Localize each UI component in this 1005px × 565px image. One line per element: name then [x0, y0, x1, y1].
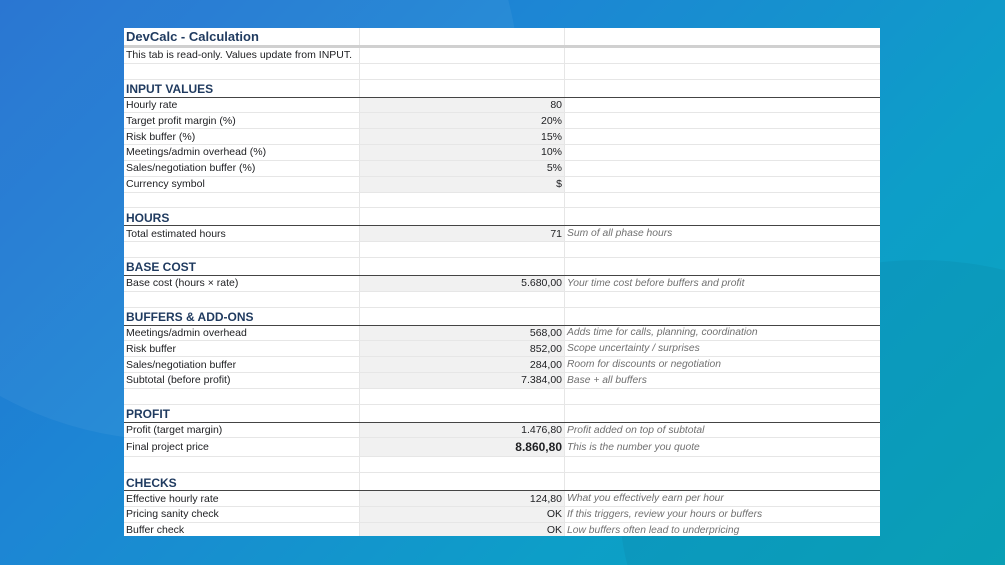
- table-row-final-price: [124, 438, 880, 457]
- table-row: [124, 161, 880, 177]
- sheet-title[interactable]: DevCalc - Calculation: [124, 28, 360, 45]
- row-label[interactable]: Risk buffer (%): [124, 129, 360, 144]
- section-header-checks: [124, 473, 880, 491]
- row-note[interactable]: If this triggers, review your hours or buffers: [567, 508, 763, 520]
- row-note[interactable]: Profit added on top of subtotal: [567, 424, 705, 436]
- section-title[interactable]: HOURS: [124, 208, 360, 225]
- table-row: [124, 177, 880, 193]
- row-value[interactable]: 10%: [360, 145, 565, 160]
- table-row: [124, 276, 880, 292]
- section-header-profit: [124, 405, 880, 423]
- row-label[interactable]: Meetings/admin overhead: [124, 326, 360, 341]
- row-label[interactable]: Effective hourly rate: [124, 491, 360, 506]
- table-row: [124, 145, 880, 161]
- table-row: [124, 491, 880, 507]
- row-note[interactable]: Room for discounts or negotiation: [567, 359, 721, 371]
- row-value[interactable]: 71: [360, 226, 565, 241]
- row-value[interactable]: $: [360, 177, 565, 192]
- blank-row: [124, 292, 880, 308]
- spreadsheet-calculation-tab: [124, 28, 880, 536]
- row-label[interactable]: Sales/negotiation buffer (%): [124, 161, 360, 176]
- row-label[interactable]: Final project price: [124, 438, 360, 456]
- title-row: [124, 28, 880, 48]
- table-row: [124, 226, 880, 242]
- row-note[interactable]: Your time cost before buffers and profit: [567, 277, 745, 289]
- row-value[interactable]: 5.680,00: [360, 276, 565, 291]
- final-price-value[interactable]: 8.860,80: [360, 438, 565, 456]
- row-note[interactable]: Scope uncertainty / surprises: [567, 343, 700, 355]
- row-value[interactable]: OK: [360, 523, 565, 536]
- section-title[interactable]: PROFIT: [124, 405, 360, 422]
- table-row: [124, 326, 880, 342]
- table-row: [124, 113, 880, 129]
- row-value[interactable]: 80: [360, 98, 565, 113]
- table-row: [124, 129, 880, 145]
- section-title[interactable]: BUFFERS & ADD-ONS: [124, 308, 360, 325]
- row-value[interactable]: 1.476,80: [360, 423, 565, 438]
- row-value[interactable]: 7.384,00: [360, 373, 565, 388]
- table-row: [124, 523, 880, 536]
- table-row: [124, 507, 880, 523]
- row-note[interactable]: Adds time for calls, planning, coordination: [567, 327, 758, 339]
- row-note[interactable]: Sum of all phase hours: [567, 228, 673, 240]
- row-value[interactable]: 852,00: [360, 341, 565, 356]
- row-value[interactable]: 15%: [360, 129, 565, 144]
- section-header-buffers: [124, 308, 880, 326]
- section-title[interactable]: BASE COST: [124, 258, 360, 275]
- table-row: [124, 373, 880, 389]
- row-value[interactable]: 20%: [360, 113, 565, 128]
- section-header-base-cost: [124, 258, 880, 276]
- blank-row: [124, 457, 880, 473]
- row-value[interactable]: 568,00: [360, 326, 565, 341]
- table-row: [124, 357, 880, 373]
- table-row: [124, 98, 880, 114]
- row-label[interactable]: Total estimated hours: [124, 226, 360, 241]
- row-note[interactable]: What you effectively earn per hour: [567, 493, 724, 505]
- row-label[interactable]: Buffer check: [124, 523, 360, 536]
- row-label[interactable]: Target profit margin (%): [124, 113, 360, 128]
- section-header-hours: [124, 208, 880, 226]
- row-label[interactable]: Risk buffer: [124, 341, 360, 356]
- blank-row: [124, 193, 880, 209]
- row-value[interactable]: 284,00: [360, 357, 565, 372]
- row-note[interactable]: Base + all buffers: [567, 374, 647, 386]
- sheet-subtitle[interactable]: This tab is read-only. Values update from INPUT.: [124, 48, 360, 63]
- row-note[interactable]: This is the number you quote: [567, 441, 700, 453]
- table-row: [124, 423, 880, 439]
- row-label[interactable]: Profit (target margin): [124, 423, 360, 438]
- section-header-input: [124, 80, 880, 98]
- row-label[interactable]: Meetings/admin overhead (%): [124, 145, 360, 160]
- section-title[interactable]: CHECKS: [124, 473, 360, 490]
- row-label[interactable]: Subtotal (before profit): [124, 373, 360, 388]
- subtitle-row: [124, 48, 880, 64]
- row-label[interactable]: Base cost (hours × rate): [124, 276, 360, 291]
- row-note[interactable]: Low buffers often lead to underpricing: [567, 524, 740, 536]
- blank-row: [124, 64, 880, 80]
- row-value[interactable]: 124,80: [360, 491, 565, 506]
- table-row: [124, 341, 880, 357]
- blank-row: [124, 389, 880, 405]
- row-label[interactable]: Hourly rate: [124, 98, 360, 113]
- blank-row: [124, 242, 880, 258]
- row-label[interactable]: Pricing sanity check: [124, 507, 360, 522]
- row-value[interactable]: OK: [360, 507, 565, 522]
- row-value[interactable]: 5%: [360, 161, 565, 176]
- row-label[interactable]: Currency symbol: [124, 177, 360, 192]
- section-title[interactable]: INPUT VALUES: [124, 80, 360, 97]
- row-label[interactable]: Sales/negotiation buffer: [124, 357, 360, 372]
